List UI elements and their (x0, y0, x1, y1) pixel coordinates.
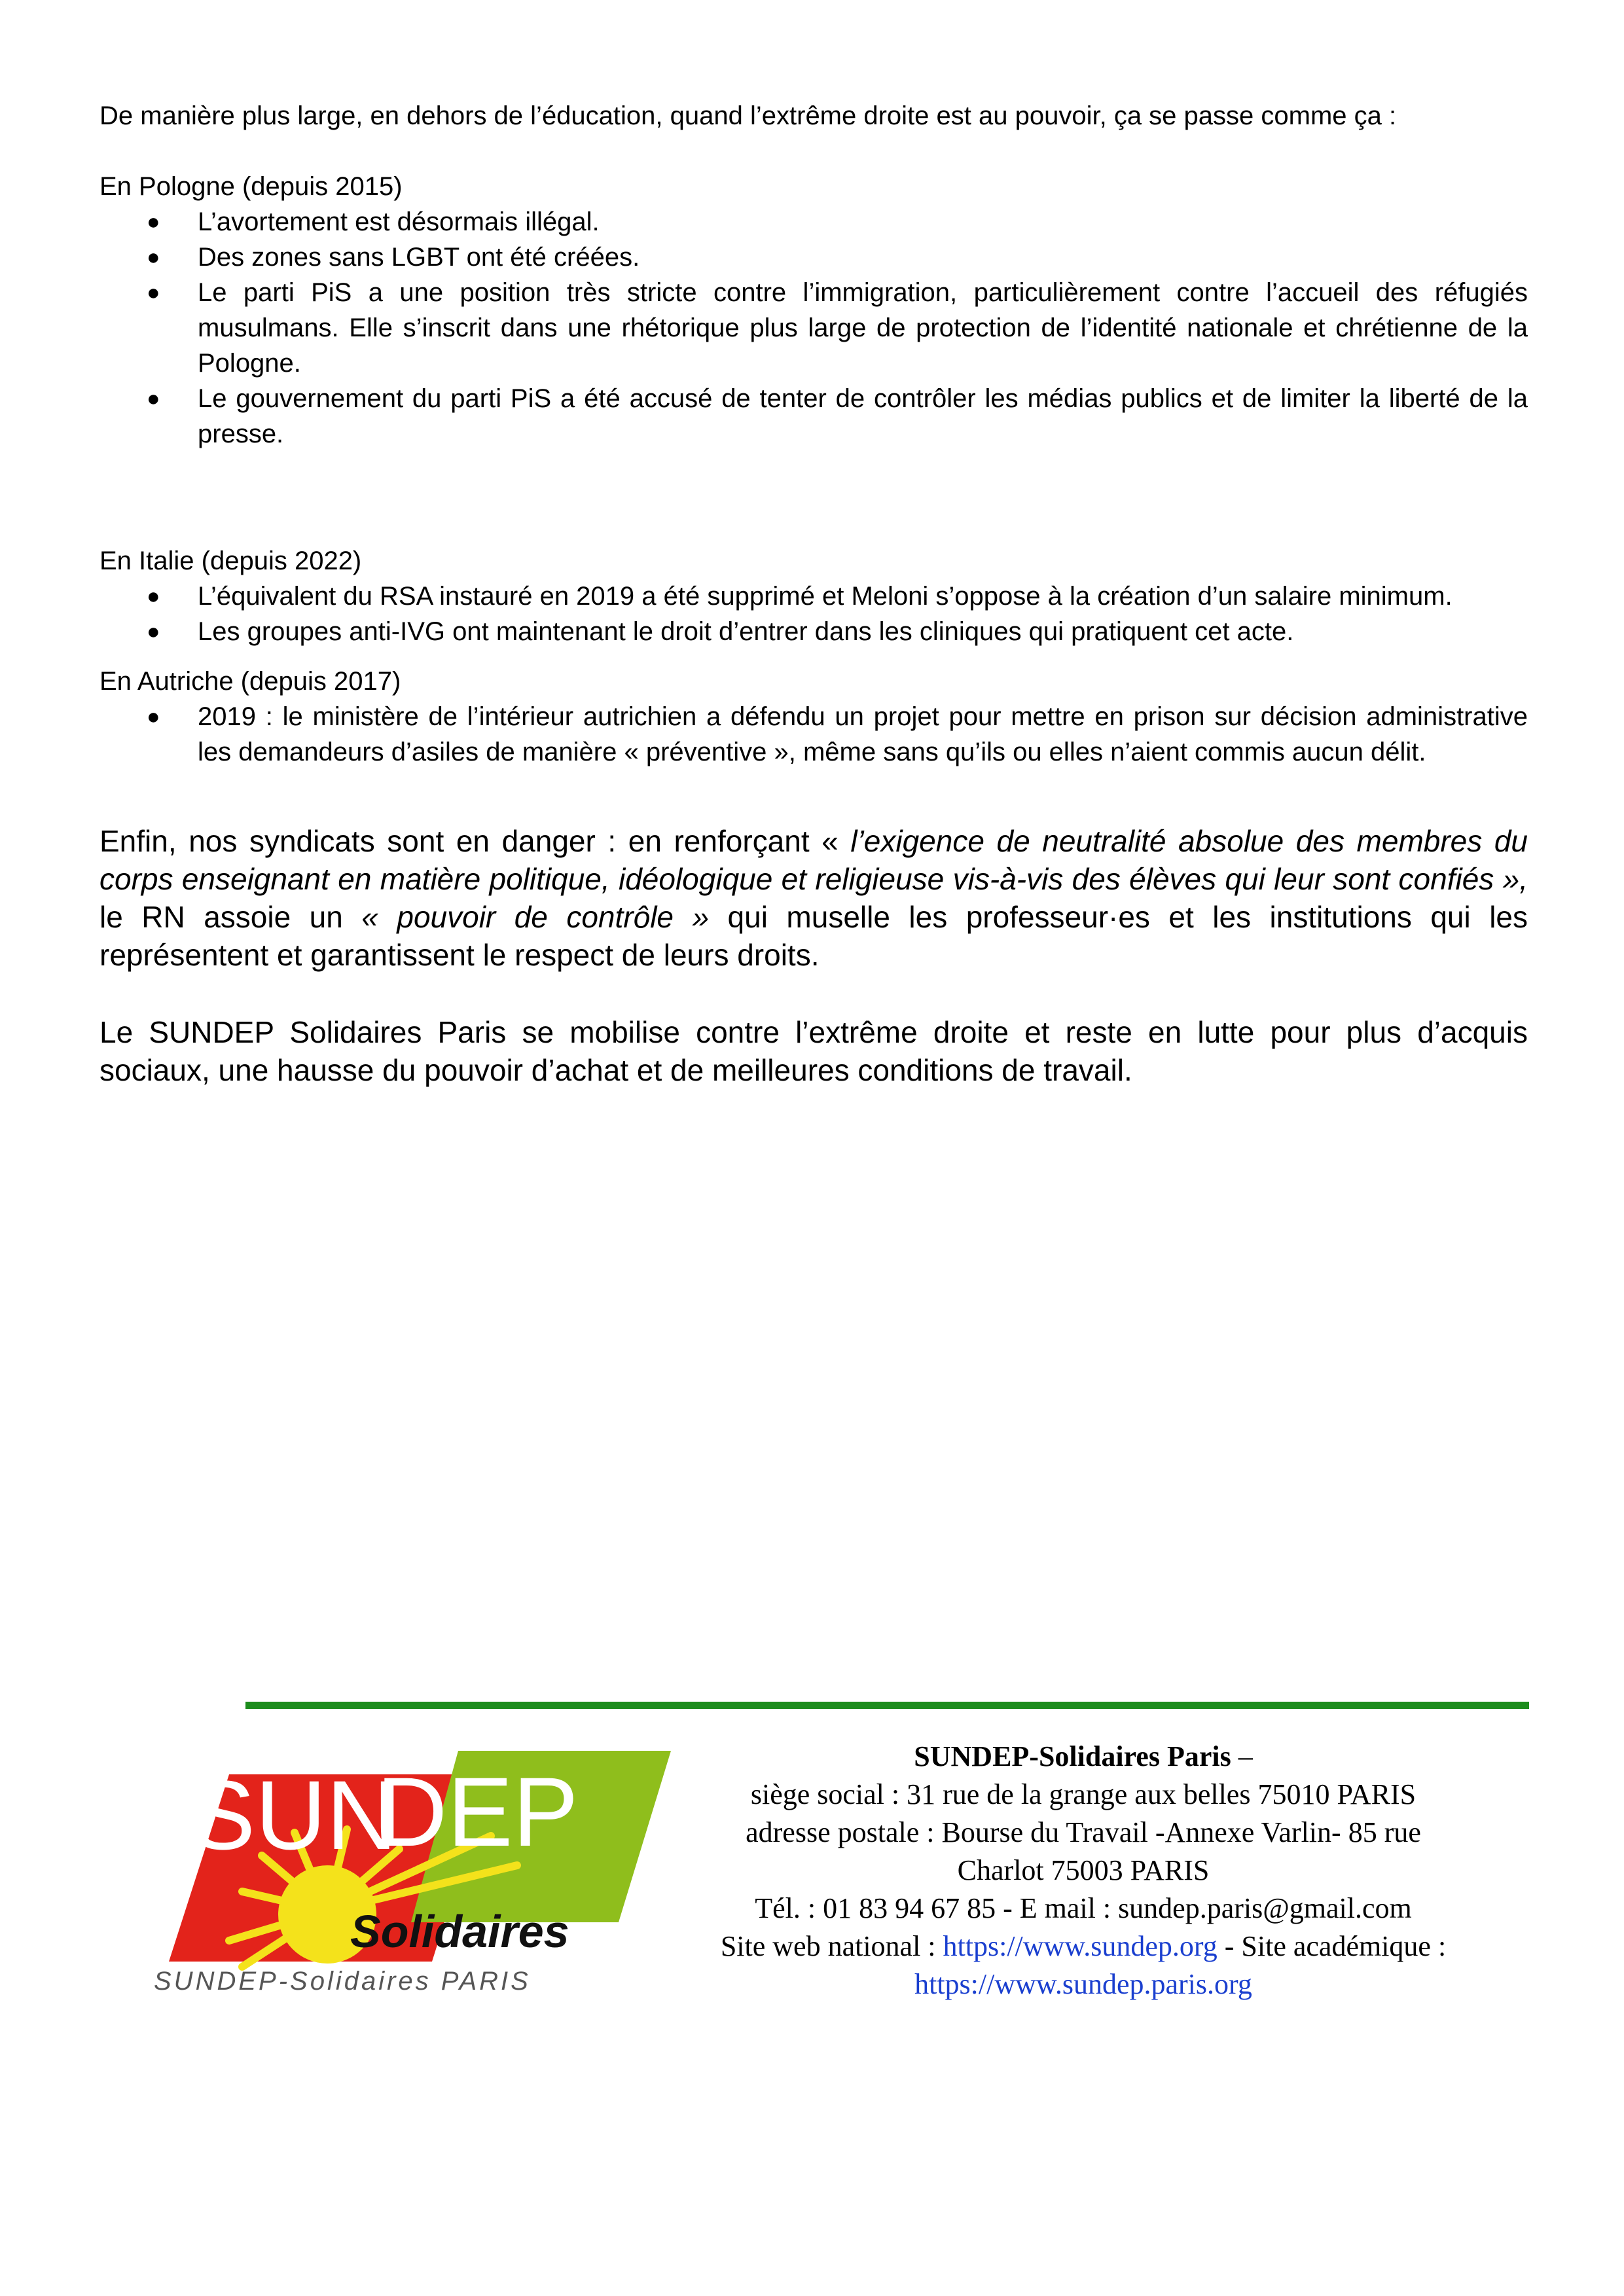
list-item: ● L’équivalent du RSA instauré en 2019 a été supprimé et Meloni s’oppose à la création d’un salaire minimum. (198, 579, 1528, 614)
section-autriche (99, 664, 1528, 770)
bullet-icon: ● (147, 704, 160, 729)
section-heading: En Autriche (depuis 2017) (99, 667, 401, 696)
section-heading: En Pologne (depuis 2015) (99, 172, 403, 201)
list-item: ● Le parti PiS a une position très stricte contre l’immigration, particulièrement contre l’accueil des réfugiés musulmans. Elle s’inscrit dans une rhétorique plus large de protection de l’identité nationale et chrétienne de la Pologne. (198, 275, 1528, 381)
logo-caption: SUNDEP-Solidaires PARIS (154, 1967, 531, 1996)
bullet-icon: ● (147, 584, 160, 609)
sundep-logo (151, 1751, 694, 2000)
bullet-icon: ● (147, 280, 160, 305)
section-italie (99, 543, 1528, 649)
logo-sun-text: SUN (190, 1760, 397, 1870)
list-item: ● 2019 : le ministère de l’intérieur autrichien a défendu un projet pour mettre en prison sur décision administrative les demandeurs d’asiles de manière « préventive », même sans qu’ils ou elles n’aient commis aucun délit. (198, 699, 1528, 770)
bullet-list (99, 699, 1528, 770)
intro-paragraph: De manière plus large, en dehors de l’éducation, quand l’extrême droite est au pouvoir, ça se passe comme ça : (99, 101, 1397, 130)
bullet-icon: ● (147, 619, 160, 644)
bullet-list (99, 204, 1528, 452)
bullet-list (99, 579, 1528, 649)
org-name: SUNDEP-Solidaires Paris (914, 1740, 1231, 1772)
logo-solidaires-text: Solidaires (350, 1906, 569, 1957)
footer-sites: Site web national : https://www.sundep.org - Site académique : https://www.sundep.paris.org (720, 1930, 1447, 2000)
list-item: ● Des zones sans LGBT ont été créées. (198, 240, 1528, 275)
document-body (99, 98, 1528, 1089)
site-academique-link[interactable]: https://www.sundep.paris.org (914, 1968, 1252, 2000)
list-item: ● Les groupes anti-IVG ont maintenant le droit d’entrer dans les cliniques qui pratiquent cet acte. (198, 614, 1528, 649)
conclusion-paragraph: Enfin, nos syndicats sont en danger : en renforçant « l’exigence de neutralité absolue des membres du corps enseignant en matière politique, idéologique et religieuse vis-à-vis des élèves qui leur sont confiés », le RN assoie un « pouvoir de contrôle » qui muselle les professeur·es et les institutions qui les représentent et garantissent le respect de leurs droits. (99, 824, 1528, 972)
bullet-icon: ● (147, 245, 160, 270)
footer-contact-block (700, 1738, 1466, 2003)
footer-siege: siège social : 31 rue de la grange aux belles 75010 PARIS (750, 1778, 1416, 1810)
footer-org-line: SUNDEP-Solidaires Paris – (914, 1740, 1253, 1772)
logo-dep-text: DEP (376, 1757, 579, 1867)
section-heading: En Italie (depuis 2022) (99, 547, 362, 575)
bullet-icon: ● (147, 386, 160, 411)
list-item: ● L’avortement est désormais illégal. (198, 204, 1528, 240)
footer-contact-line: Tél. : 01 83 94 67 85 - E mail : sundep.paris@gmail.com (755, 1892, 1412, 1924)
footer-postale: adresse postale : Bourse du Travail -Annexe Varlin- 85 rue Charlot 75003 PARIS (746, 1816, 1421, 1886)
section-pologne (99, 169, 1528, 452)
list-item: ● Le gouvernement du parti PiS a été accusé de tenter de contrôler les médias publics et de limiter la liberté de la presse. (198, 381, 1528, 452)
site-national-link[interactable]: https://www.sundep.org (943, 1930, 1218, 1962)
footer-divider (245, 1702, 1529, 1709)
bullet-icon: ● (147, 209, 160, 234)
closing-paragraph: Le SUNDEP Solidaires Paris se mobilise contre l’extrême droite et reste en lutte pour plus d’acquis sociaux, une hausse du pouvoir d’achat et de meilleures conditions de travail. (99, 1015, 1528, 1087)
